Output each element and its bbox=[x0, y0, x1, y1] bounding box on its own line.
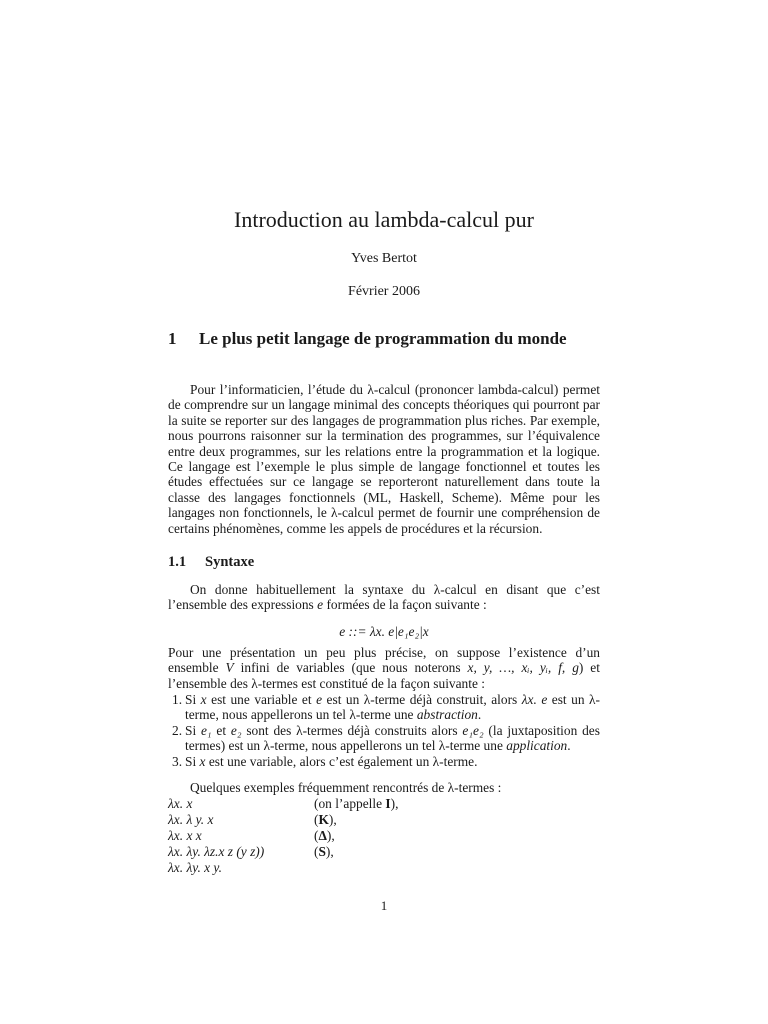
text-run: Si bbox=[185, 692, 197, 707]
example-name bbox=[314, 796, 398, 811]
math-vars: x, y, …, xᵢ, yᵢ, f, g bbox=[467, 660, 579, 676]
text-run: (la juxtaposition des termes) est un λ-terme, nous appellerons un tel λ-terme une bbox=[185, 722, 600, 754]
text-run: ), bbox=[325, 844, 334, 859]
math-var: x bbox=[200, 692, 207, 707]
text-run: ), bbox=[326, 828, 335, 843]
math-var: V bbox=[225, 660, 234, 676]
syntax-intro-paragraph bbox=[168, 582, 600, 613]
document-title: Introduction au lambda-calcul pur bbox=[234, 207, 534, 232]
text-run: On donne habituellement la syntaxe du λ-calcul en disant que c’est l’ensemble des expressions bbox=[168, 582, 600, 613]
text-run: est un λ-terme, nous appellerons un tel λ-terme une bbox=[185, 692, 600, 723]
math-var: e₂ bbox=[230, 722, 242, 738]
combinator-name: K bbox=[318, 812, 329, 827]
text-run: ( bbox=[314, 812, 319, 827]
section-title: Le plus petit langage de programmation du monde bbox=[199, 329, 567, 348]
example-term: λx. x x bbox=[168, 828, 202, 843]
examples-table bbox=[168, 796, 600, 876]
text-run: est une variable, alors c’est également un λ-terme. bbox=[208, 753, 478, 769]
example-name bbox=[314, 844, 334, 859]
text-run: et bbox=[216, 722, 227, 738]
example-term: λx. λy. x y. bbox=[168, 860, 222, 875]
example-term: λx. x bbox=[168, 796, 193, 811]
text-run: . bbox=[477, 707, 482, 723]
math-var: e bbox=[317, 597, 324, 613]
math-expr: e₁e₂ bbox=[462, 722, 484, 738]
text-run: Pour une présentation un peu plus précise, on suppose l’existence d’un ensemble bbox=[168, 645, 600, 676]
example-row bbox=[168, 860, 600, 876]
example-row bbox=[168, 796, 600, 812]
document-author: Yves Bertot bbox=[351, 251, 417, 266]
text-run: . bbox=[567, 738, 571, 754]
text-run: est une variable et bbox=[211, 692, 312, 707]
example-row bbox=[168, 812, 600, 828]
emphasis: abstraction bbox=[416, 707, 478, 723]
subsection-title: Syntaxe bbox=[205, 554, 255, 570]
text-run: Si bbox=[185, 753, 197, 769]
text-run: infini de variables (que nous noterons bbox=[240, 660, 461, 676]
list-number: 2. bbox=[172, 722, 183, 738]
text-run: Si bbox=[185, 722, 197, 738]
text-run: sont des λ-termes déjà construits alors bbox=[246, 722, 458, 738]
text-run: ( bbox=[314, 828, 319, 843]
section-1-paragraph: Pour l’informaticien, l’étude du λ-calcul (prononcer lambda-calcul) permet de comprendre sur un langage minimal des concepts théoriques qui pourront par la suite se reporter sur des langages de programmation plus riches. Par exemple, nous pourrons raisonner sur la termination des programmes, sur l’équivalence entre deux programmes, sur les relations entre la programmation et la logique. Ce langage est l’exemple le plus simple de langage fonctionnel et toutes les études effectuées sur ce langage se reporteront naturellement dans toute la classe des langages fonctionnels (ML, Haskell, Scheme). Même pour les langages non fonctionnels, le λ-calcul permet de fournir une compréhension de certains phénomènes, comme les appels de procédures et la récursion. bbox=[168, 382, 600, 536]
examples-intro: Quelques exemples fréquemment rencontrés de λ-termes : bbox=[190, 780, 502, 795]
list-item bbox=[168, 692, 600, 723]
math-var: e₁ bbox=[200, 722, 212, 738]
example-row bbox=[168, 844, 600, 860]
text-run: (on l’appelle bbox=[314, 796, 386, 811]
text-run: ), bbox=[390, 796, 399, 811]
list-item bbox=[168, 723, 600, 754]
section-number: 1 bbox=[168, 329, 177, 348]
text-run: ( bbox=[314, 844, 319, 859]
combinator-name: Δ bbox=[318, 828, 327, 843]
terms-definition-paragraph bbox=[168, 645, 600, 691]
combinator-name: I bbox=[385, 796, 391, 811]
document-page bbox=[168, 0, 600, 1024]
example-term: λx. λy. λz.x z (y z)) bbox=[168, 844, 265, 859]
text-run: ) et l’ensemble des λ-termes est constitué de la façon suivante : bbox=[168, 660, 600, 691]
math-expr: λx. e bbox=[521, 692, 548, 707]
definition-list bbox=[168, 692, 600, 769]
page-number: 1 bbox=[380, 898, 388, 913]
text-run: ), bbox=[328, 812, 337, 827]
example-term: λx. λ y. x bbox=[168, 812, 214, 827]
grammar-formula: e ::= λx. e|e₁e₂|x bbox=[339, 624, 429, 639]
example-row bbox=[168, 828, 600, 844]
document-date: Février 2006 bbox=[348, 284, 420, 299]
list-number: 3. bbox=[172, 753, 183, 769]
math-var: x bbox=[199, 753, 206, 769]
example-name bbox=[314, 812, 337, 827]
list-number: 1. bbox=[172, 692, 183, 707]
text-run: formées de la façon suivante : bbox=[326, 597, 487, 613]
list-item bbox=[168, 754, 600, 769]
math-var: e bbox=[316, 692, 323, 707]
text-run: est un λ-terme déjà construit, alors bbox=[326, 692, 518, 707]
emphasis: application bbox=[506, 738, 568, 754]
combinator-name: S bbox=[318, 844, 326, 859]
subsection-number: 1.1 bbox=[168, 554, 187, 570]
example-name bbox=[314, 828, 335, 843]
